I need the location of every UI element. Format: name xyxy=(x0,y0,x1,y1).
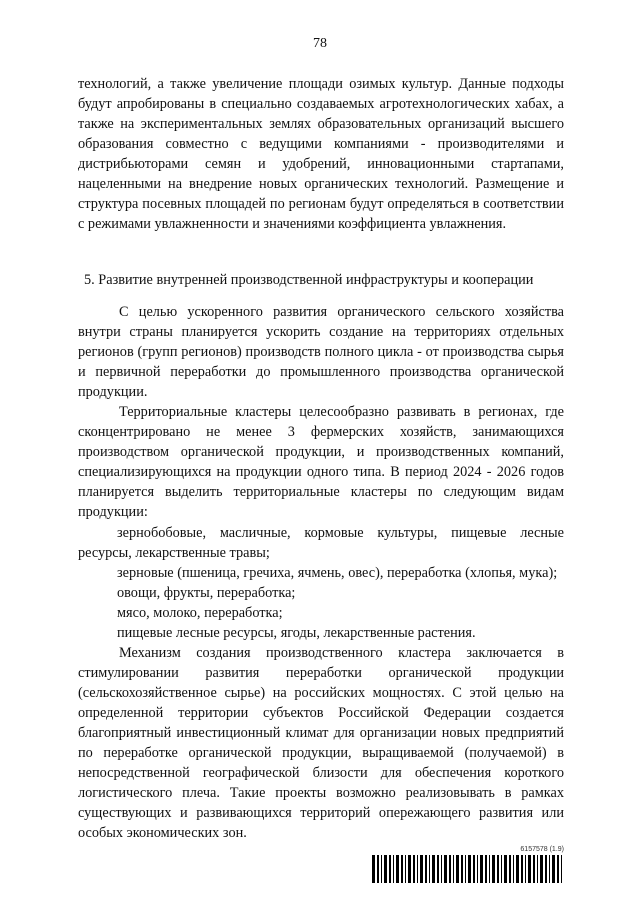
body-text-top xyxy=(78,74,564,234)
list-item: пищевые лесные ресурсы, ягоды, лекарственные растения. xyxy=(117,624,476,641)
paragraph-mechanism: Механизм создания производственного кластера заключается в стимулировании развития переработки органической продукции (сельскохозяйственное сырье) на российских мощностях. С этой целью на определенной территории субъектов Российской Федерации создается благоприятный инвестиционный климат для организации новых предприятий по переработке органической продукции, выращиваемой (получаемой) в непосредственной географической близости для обеспечения короткого логистического плеча. Такие проекты возможно реализовывать в рамках существующих и развивающихся территорий опережающего развития или особых экономических зон. xyxy=(78,644,564,842)
page-number: 78 xyxy=(313,36,327,51)
paragraph-clusters: Территориальные кластеры целесообразно развивать в регионах, где сконцентрировано не менее 3 фермерских хозяйств, занимающихся производством органической продукции, и производственных компаний, специализирующихся на продукции одного типа. В период 2024 - 2026 годов планируется выделить территориальные кластеры по следующим видам продукции: xyxy=(78,404,564,521)
list-item: овощи, фрукты, переработка; xyxy=(117,584,296,601)
list-item: зернобобовые, масличные, кормовые культуры, пищевые лесные ресурсы, лекарственные травы; xyxy=(78,524,564,561)
paragraph-intro: С целью ускоренного развития органического сельского хозяйства внутри страны планируется ускорить создание на территориях отдельных регионов (групп регионов) производств полного цикла - от производства сырья и первичной переработки до промышленного производства органической продукции. xyxy=(78,304,564,401)
list-item: зерновые (пшеница, гречиха, ячмень, овес), переработка (хлопья, мука); xyxy=(117,564,558,581)
list-item: мясо, молоко, переработка; xyxy=(117,604,283,621)
barcode-icon xyxy=(372,855,564,883)
paragraph-continuation: технологий, а также увеличение площади озимых культур. Данные подходы будут апробированы в специально создаваемых агротехнологических хабах, а также на экспериментальных землях образовательных организаций высшего образования совместно с ведущими компаниями - производителями и дистрибьюторами семян и удобрений, инновационными стартапами, нацеленными на внедрение новых органических технологий. Размещение и структура посевных площадей по регионам будут определяться в соответствии с режимами увлажненности и значениями коэффициента увлажнения. xyxy=(78,76,564,233)
barcode-number: 6157578 (1.9) xyxy=(520,846,564,853)
section-heading: 5. Развитие внутренней производственной инфраструктуры и кооперации xyxy=(84,272,534,288)
body-text-section xyxy=(78,302,564,843)
